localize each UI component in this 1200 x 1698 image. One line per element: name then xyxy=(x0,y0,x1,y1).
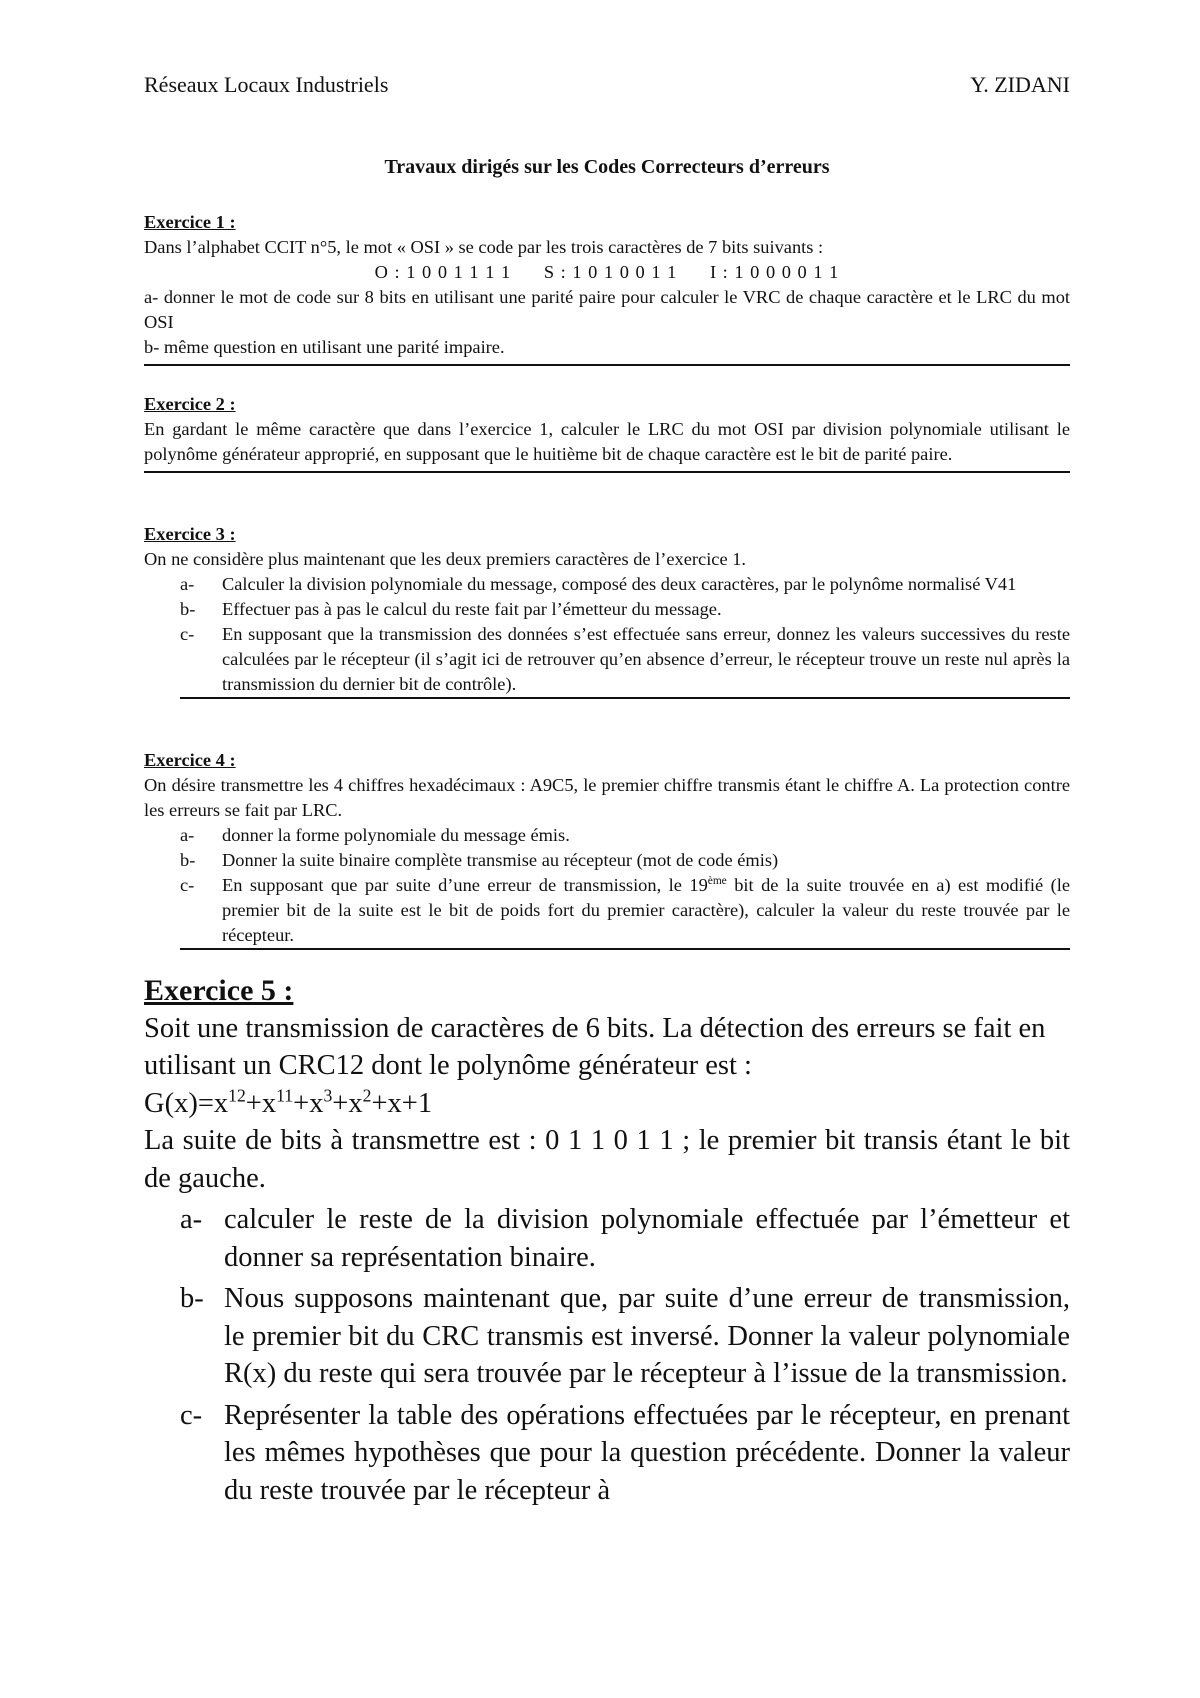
exercise-5-question-b xyxy=(144,1280,1070,1393)
exercise-4-title: Exercice 4 : xyxy=(144,750,236,770)
text-part: bit de la suite trouvée en a) est modifié (le premier bit de la suite est le bit de poids fort du premier caractère), calculer la valeur du reste trouvée par le récepteur. xyxy=(222,875,1070,945)
list-marker: c- xyxy=(180,875,195,895)
exercise-4-question-a xyxy=(180,823,1070,848)
exercise-5-question-c xyxy=(144,1397,1070,1510)
exercise-1-intro: Dans l’alphabet CCIT n°5, le mot « OSI » se code par les trois caractères de 7 bits suivants : xyxy=(144,237,824,257)
text-part: En supposant que par suite d’une erreur de transmission, le 19 xyxy=(222,875,708,895)
list-text: Représenter la table des opérations effectuées par le récepteur, en prenant les mêmes hypothèses que pour la question précédente. Donner la valeur du reste trouvée par le récepteur à xyxy=(224,1399,1070,1506)
poly-part: G(x)=x xyxy=(144,1087,229,1119)
exercise-1-title: Exercice 1 : xyxy=(144,212,236,232)
code-S: S : 1 0 1 0 0 1 1 xyxy=(543,262,678,282)
list-marker: b- xyxy=(180,850,196,870)
poly-exp: 12 xyxy=(228,1085,246,1105)
exercise-4-question-c xyxy=(180,873,1070,948)
list-text: Effectuer pas à pas le calcul du reste fait par l’émetteur du message. xyxy=(222,599,722,619)
exercise-4-intro: On désire transmettre les 4 chiffres hexadécimaux : A9C5, le premier chiffre transmis étant le chiffre A. La protection contre les erreurs se fait par LRC. xyxy=(144,775,1070,820)
poly-part: +x xyxy=(245,1087,277,1119)
exercise-2-text: En gardant le même caractère que dans l’exercice 1, calculer le LRC du mot OSI par division polynomiale utilisant le polynôme générateur approprié, en supposant que le huitième bit de chaque caractère est le bit de parité paire. xyxy=(144,419,1070,464)
poly-exp: 3 xyxy=(323,1085,333,1105)
exercise-1-question-a: a- donner le mot de code sur 8 bits en utilisant une parité paire pour calculer le VRC de chaque caractère et le LRC du mot OSI xyxy=(144,287,1070,332)
list-text: calculer le reste de la division polynomiale effectuée par l’émetteur et donner sa représentation binaire. xyxy=(224,1204,1070,1273)
list-text: donner la forme polynomiale du message émis. xyxy=(222,825,570,845)
poly-exp: 11 xyxy=(276,1085,294,1105)
list-text: Nous supposons maintenant que, par suite d’une erreur de transmission, le premier bit du CRC transmis est inversé. Donner la valeur polynomiale R(x) du reste qui sera trouvée par le récepteur à l’issue de la transmission. xyxy=(224,1283,1070,1389)
exercise-3-question-b xyxy=(180,597,1070,622)
poly-part: +x xyxy=(293,1087,324,1119)
exercise-3-intro: On ne considère plus maintenant que les deux premiers caractères de l’exercice 1. xyxy=(144,549,747,569)
code-I: I : 1 0 0 0 0 1 1 xyxy=(709,262,840,282)
list-marker: a- xyxy=(180,574,195,594)
exercise-3-question-c xyxy=(180,622,1070,697)
code-O: O : 1 0 0 1 1 1 1 xyxy=(374,262,512,282)
exercise-4 xyxy=(144,748,1070,950)
list-marker: a- xyxy=(180,1204,203,1235)
list-marker: c- xyxy=(180,624,195,644)
exercise-1 xyxy=(144,210,1070,366)
list-marker: b- xyxy=(180,1283,204,1314)
list-text xyxy=(222,873,1070,948)
list-text: Donner la suite binaire complète transmise au récepteur (mot de code émis) xyxy=(222,850,779,870)
list-marker: c- xyxy=(180,1399,203,1431)
exercise-3-title: Exercice 3 : xyxy=(144,524,236,544)
exercise-3-questions xyxy=(180,572,1070,699)
exercise-3-question-a xyxy=(180,572,1070,597)
list-text: Calculer la division polynomiale du message, composé des deux caractères, par le polynôme normalisé V41 xyxy=(222,574,1017,594)
exercise-5-sequence: La suite de bits à transmettre est : 0 1 1 0 1 1 ; le premier bit transis étant le bit de gauche. xyxy=(144,1125,1070,1194)
exercise-4-questions xyxy=(180,823,1070,950)
exercise-5-questions xyxy=(144,1201,1070,1509)
poly-part: +x xyxy=(332,1087,363,1119)
generator-polynomial xyxy=(144,1085,1070,1123)
poly-part: +x+1 xyxy=(371,1087,433,1119)
poly-exp: 2 xyxy=(362,1085,372,1105)
exercise-1-question-b: b- même question en utilisant une parité impaire. xyxy=(144,337,505,357)
exercise-5 xyxy=(144,972,1070,1509)
header-course: Réseaux Locaux Industriels xyxy=(144,72,389,97)
exercise-5-question-a xyxy=(144,1201,1070,1276)
page-header xyxy=(144,72,1070,98)
list-text: En supposant que la transmission des données s’est effectuée sans erreur, donnez les valeurs successives du reste calculées par le récepteur (il s’agit ici de retrouver qu’en absence d’erreur, le récepteur trouve un reste nul après la transmission du dernier bit de contrôle). xyxy=(222,624,1070,694)
exercise-1-codes xyxy=(144,260,1070,285)
superscript: ème xyxy=(707,874,727,887)
exercise-2 xyxy=(144,392,1070,473)
exercise-5-title: Exercice 5 : xyxy=(144,974,294,1007)
document-title: Travaux dirigés sur les Codes Correcteurs d’erreurs xyxy=(384,156,830,178)
exercise-5-intro: Soit une transmission de caractères de 6 bits. La détection des erreurs se fait en utilisant un CRC12 dont le polynôme générateur est : xyxy=(144,1012,1046,1081)
exercise-4-question-b xyxy=(180,848,1070,873)
exercise-2-title: Exercice 2 : xyxy=(144,394,236,414)
exercise-3 xyxy=(144,522,1070,699)
list-marker: a- xyxy=(180,825,195,845)
list-marker: b- xyxy=(180,599,196,619)
header-author: Y. ZIDANI xyxy=(970,72,1070,97)
